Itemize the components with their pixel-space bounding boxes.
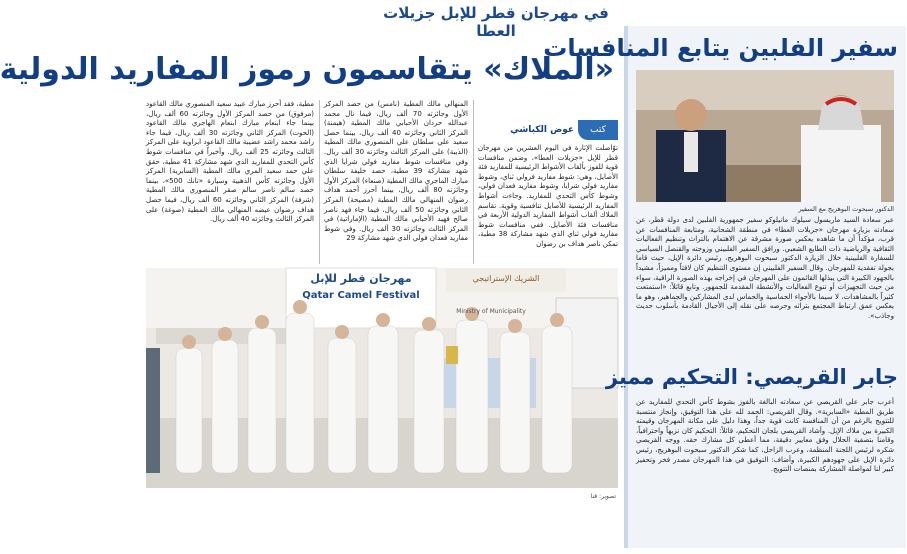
byline-label: كتب [578,120,618,140]
ministry-label: Ministry of Municipality [456,308,526,315]
banner-arabic: مهرجان قطر للإبل [310,272,412,285]
ambassador-photo [636,70,894,202]
main-photo [146,268,618,488]
sponsor-label: الشريك الإستراتيجي [472,274,540,283]
byline-author: عوض الكباشي [510,125,574,135]
article-column-1: توّاصلت الإثارة في اليوم العشرين من مهرجان قطر للإبل «جزيلات العطا»، وضمن منافسات قوية للفوز بألقاب الأشواط الرئيسية للمفاريد فئة الأصايل، وهي: شوط مفاريد فرولي ثناي، وشوط مفاريد فولي شرايا، وشوط مفاريد فعدان فولي، وشوط كأس التحدي للمفاريد. وجاءت أشواط المفاريد الرئيسية للأصايل تنافسية وقوية. تقاسم الملاك ألقاب أشواط المفاريد الدولية الأربعة في منافسات فئة الأصايل. ففي منافسات شوط مفاريد فولي ثناي الذي شهد مشاركة 38 مطية، تمكن ناصر هداف بن رضوان [478,144,618,248]
photo-credit: تصوير: قنا [590,493,616,500]
column-divider [319,100,320,264]
byline [478,120,618,140]
article-column-3: مطية، فقد أحرز مبارك عبيد سعيد المنصوري مالك القاعود (مرفوق) من حصد المركز الأول وجائزته 60 ألف ريال، بينما جاء ابنعام مبارك ابنعام الهاجري مالك القاعود (الحوت) المركز الثاني وجائزته 30 ألف ريال، فيما جاء راشد محمد راشد عضيبة مالك القاعود ابراوية على المركز الثالث وجائزته 25 ألف ريال. وأخيراً في منافسات شوط كأس التحدي للمفاريد الذي شهد مشاركة 41 مطية، حقق علي حمد سعيد المري مالك المطية (السابرية) المركز الأول وجائزته كأس الذهبية وسيارة «تانك 500»، بينما حصد سالم ناصر سالم صقر المنصوري مالك المطية (شرفة) المركز الثاني وجائزته 60 ألف ريال، فيما حصل هداف رضوان عيضه المنهالي مالك المطية (صوغة) على المركز الثالث وجائزته 40 ألف ريال. [146,100,314,224]
column-divider [473,100,474,264]
section-kicker: في مهرجان قطر للإبل جزيلات العطا [383,4,609,40]
banner-english: Qatar Camel Festival [302,290,420,301]
main-headline: «الملاك» يتقاسمون رموز المفاريد الدولية [0,52,614,87]
ambassador-photo-illustration [636,70,894,202]
podium-photo-illustration [146,268,618,488]
sidebar-subheadline: جابر القريصي: التحكيم مميز [605,365,898,389]
sidebar-body: عبر سعادة السيد ماريسول سيلوك مانيلوكو سفير جمهورية الفلبين لدى دولة قطر، عن سعادته بزيارة مهرجان «جزيلات العطا» في منطقة الشحانية، ومتابعة المنافسات عن قرب، مؤكداً أن ما شاهده يعكس صورة مشرقة عن الاهتمام بالتراث وتنظيم الفعاليات الثقافية والرياضية ذات الطابع الشعبي. ورافق السفير الفلبيني وزوجته والقنصل السياسي للسفارة الفلبينية خلال الزيارة الدكتور سبحوت البوهريج، رئيس دائرة الإيل، حيث قاما بجولة تفقدية للمهرجان. وقال السفير الفلبيني إن مستوى التنظيم كان لافتاً ومميزاً، مشيداً بالجهود الكبيرة التي يبذلها القائمون على المهرجان في إخراجه بهذه الصورة الراقية، سواء من حيث التجهيزات أو تنوع الفعاليات والأنشطة المقدمة للجمهور. وتابع قائلاً: «استمتعت كثيراً بالمشاهدات، لا سيما بالأجواء الحماسية والحماس لدى المشاركين والجماهير، وهو ما يعكس عمق ارتباط المجتمع بتراثه وحرصه على نقله إلى الأجيال القادمة بأسلوب حديث وجاذب». [636,216,894,320]
article-column-2: المنهالي مالك المطية (نامس) من حصد المركز الأول وجائزته 70 ألف ريال، فيما نال محمد عبدالله حردان الأحبابي مالك المطية (هيمنة) المركز الثاني وجائزته 40 ألف ريال، بينما حصل سعيد علي سلطان علي المنصوري مالك المطية (الذيبة) على المركز الثالث وجائزته 30 ألف ريال. وفي منافسات شوط مفاريد فولي شرايا الذي شهد مشاركة 39 مطية، حصد خليفة سلطان مبارك الماجري مالك المطية (صنعاء) المركز الأول وجائزته 80 ألف ريال، بينما أحرز أحمد هداف رضوان المنهالي مالك المطية (مصيحة) المركز الثاني وجائزته 50 ألف ريال، فيما جاء فهد ناصر صالح فهيد الأحبابي مالك المطية (الإماراتية) في المركز الثالث وجائزته 30 ألف ريال. وفي شوط مفاريد فعدان فولي الذي شهد مشاركة 29 [324,100,468,243]
sidebar-body-2: أعرب جابر علي القريصي عن سعادته البالغة بالفوز بشوط كأس التحدي للمفاريد عن طريق المطية «السابرية». وقال القريصي: الحمد لله على هذا التوفيق، وإنجاز منتسبة للتتويج بالرغم من أن المنافسة كانت قوية جداً، وهذا دليل على مكانة المهرجان وقيمته الكبيرة بين ملاك الإبل. وأشاد القريصي بلجان التحكيم، قائلاً: التحكيم كان نزيهاً واحترافياً، وقامنا بتصفية الحلال وفق معايير دقيقة، مما أعطى كل مشارك حقه. ووجه القريصي شكره لرئيس اللجنة المنظمة، وعرب الزاحل، كما شكر الدكتور سبحوت البوهريج، رئيس دائرة الإيل على جهودهم الكبيرة، وأضاف: التوفيق في هذا المهرجان مصدر فخر وتحفيز كبير لنا لمواصلة المشاركة بمنصات التتويج. [636,398,894,474]
sidebar-headline: سفير الفلبين يتابع المنافسات [543,34,898,62]
sidebar-photo-caption: الدكتور سبحوت البوهريج مع السفير [798,205,894,213]
